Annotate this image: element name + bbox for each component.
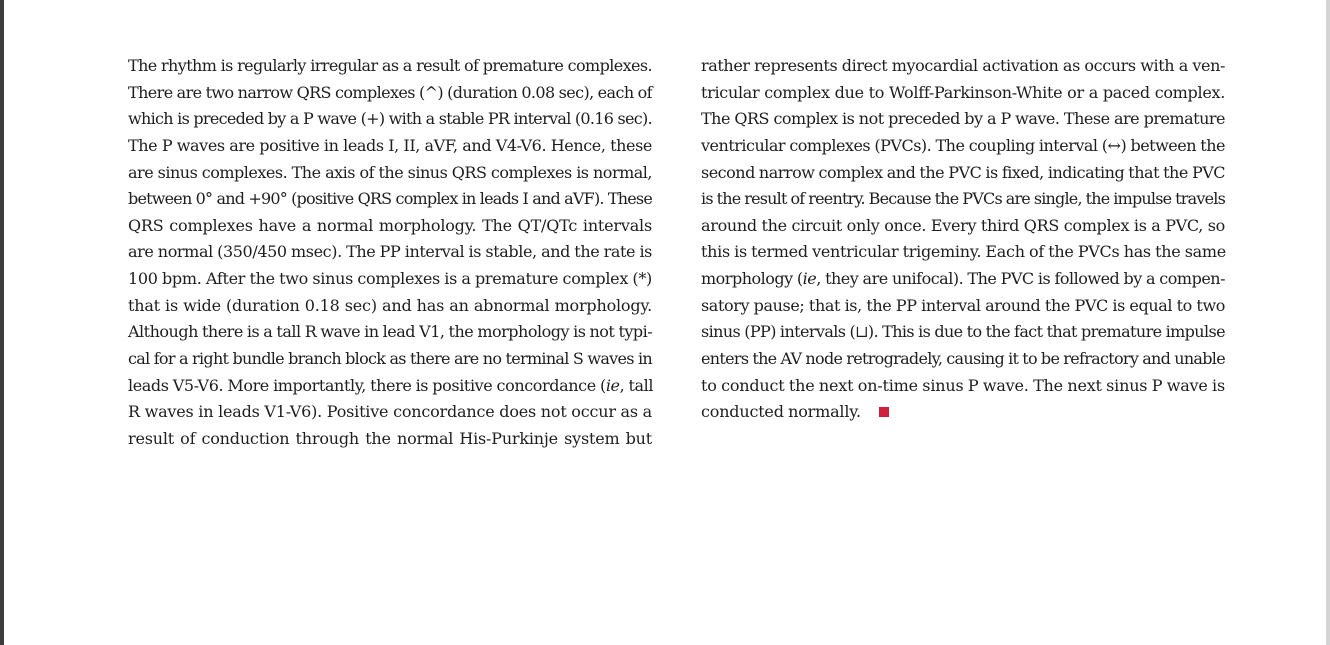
final-line-text: conducted normally.	[701, 402, 861, 422]
text-line: leads V5-V6. More importantly, there is positive concordance (ie, tall	[128, 375, 654, 395]
text-line: result of conduction through the normal His-Purkinje system but	[128, 428, 652, 448]
text-line: are sinus complexes. The axis of the sinus QRS complexes is normal,	[128, 162, 652, 182]
text-line: The rhythm is regularly irregular as a result of premature complexes.	[128, 56, 652, 75]
text-line: R waves in leads V1-V6). Positive concordance does not occur as a	[128, 402, 652, 422]
end-of-text-square-icon	[879, 407, 889, 417]
text-line: that is wide (duration 0.18 sec) and has an abnormal morphology.	[128, 295, 652, 315]
text-line: around the circuit only once. Every third QRS complex is a PVC, so	[701, 215, 1225, 235]
text-line: which is preceded by a P wave (+) with a stable PR interval (0.16 sec).	[128, 109, 652, 129]
text-line: Although there is a tall R wave in lead V1, the morphology is not typi-	[128, 322, 653, 342]
text-line: second narrow complex and the PVC is fixed, indicating that the PVC	[701, 162, 1225, 182]
text-line-final	[701, 399, 1225, 426]
viewer-right-edge	[1326, 0, 1330, 645]
text-line: rather represents direct myocardial activation as occurs with a ven-	[701, 56, 1225, 75]
text-line: There are two narrow QRS complexes (^) (duration 0.08 sec), each of	[128, 82, 652, 102]
viewer-left-edge	[0, 0, 4, 645]
text-line: to conduct the next on-time sinus P wave. The next sinus P wave is	[701, 375, 1225, 395]
text-line: The QRS complex is not preceded by a P wave. These are premature	[701, 109, 1225, 129]
text-line: QRS complexes have a normal morphology. The QT/QTc intervals	[128, 215, 652, 235]
text-line: this is termed ventricular trigeminy. Each of the PVCs has the same	[701, 242, 1226, 262]
right-text-column	[701, 53, 1225, 426]
text-line: are normal (350/450 msec). The PP interval is stable, and the rate is	[128, 242, 652, 262]
text-line: tricular complex due to Wolff-Parkinson-White or a paced complex.	[701, 82, 1225, 102]
text-line: enters the AV node retrogradely, causing it to be refractory and unable	[701, 349, 1225, 369]
text-line: between 0° and +90° (positive QRS complex in leads I and aVF). These	[128, 189, 652, 209]
text-line: sinus (PP) intervals (⊔). This is due to the fact that premature impulse	[701, 322, 1225, 342]
text-line: morphology (ie, they are unifocal). The PVC is followed by a compen-	[701, 269, 1225, 289]
text-line: cal for a right bundle branch block as there are no terminal S waves in	[128, 349, 652, 369]
text-line: ventricular complexes (PVCs). The coupling interval (↔) between the	[701, 135, 1225, 155]
text-line: The P waves are positive in leads I, II, aVF, and V4-V6. Hence, these	[128, 135, 652, 155]
left-text-column	[128, 53, 652, 453]
text-line: 100 bpm. After the two sinus complexes is a premature complex (*)	[128, 269, 652, 289]
text-line: is the result of reentry. Because the PVCs are single, the impulse travels	[701, 189, 1225, 209]
text-line: satory pause; that is, the PP interval around the PVC is equal to two	[701, 295, 1225, 315]
